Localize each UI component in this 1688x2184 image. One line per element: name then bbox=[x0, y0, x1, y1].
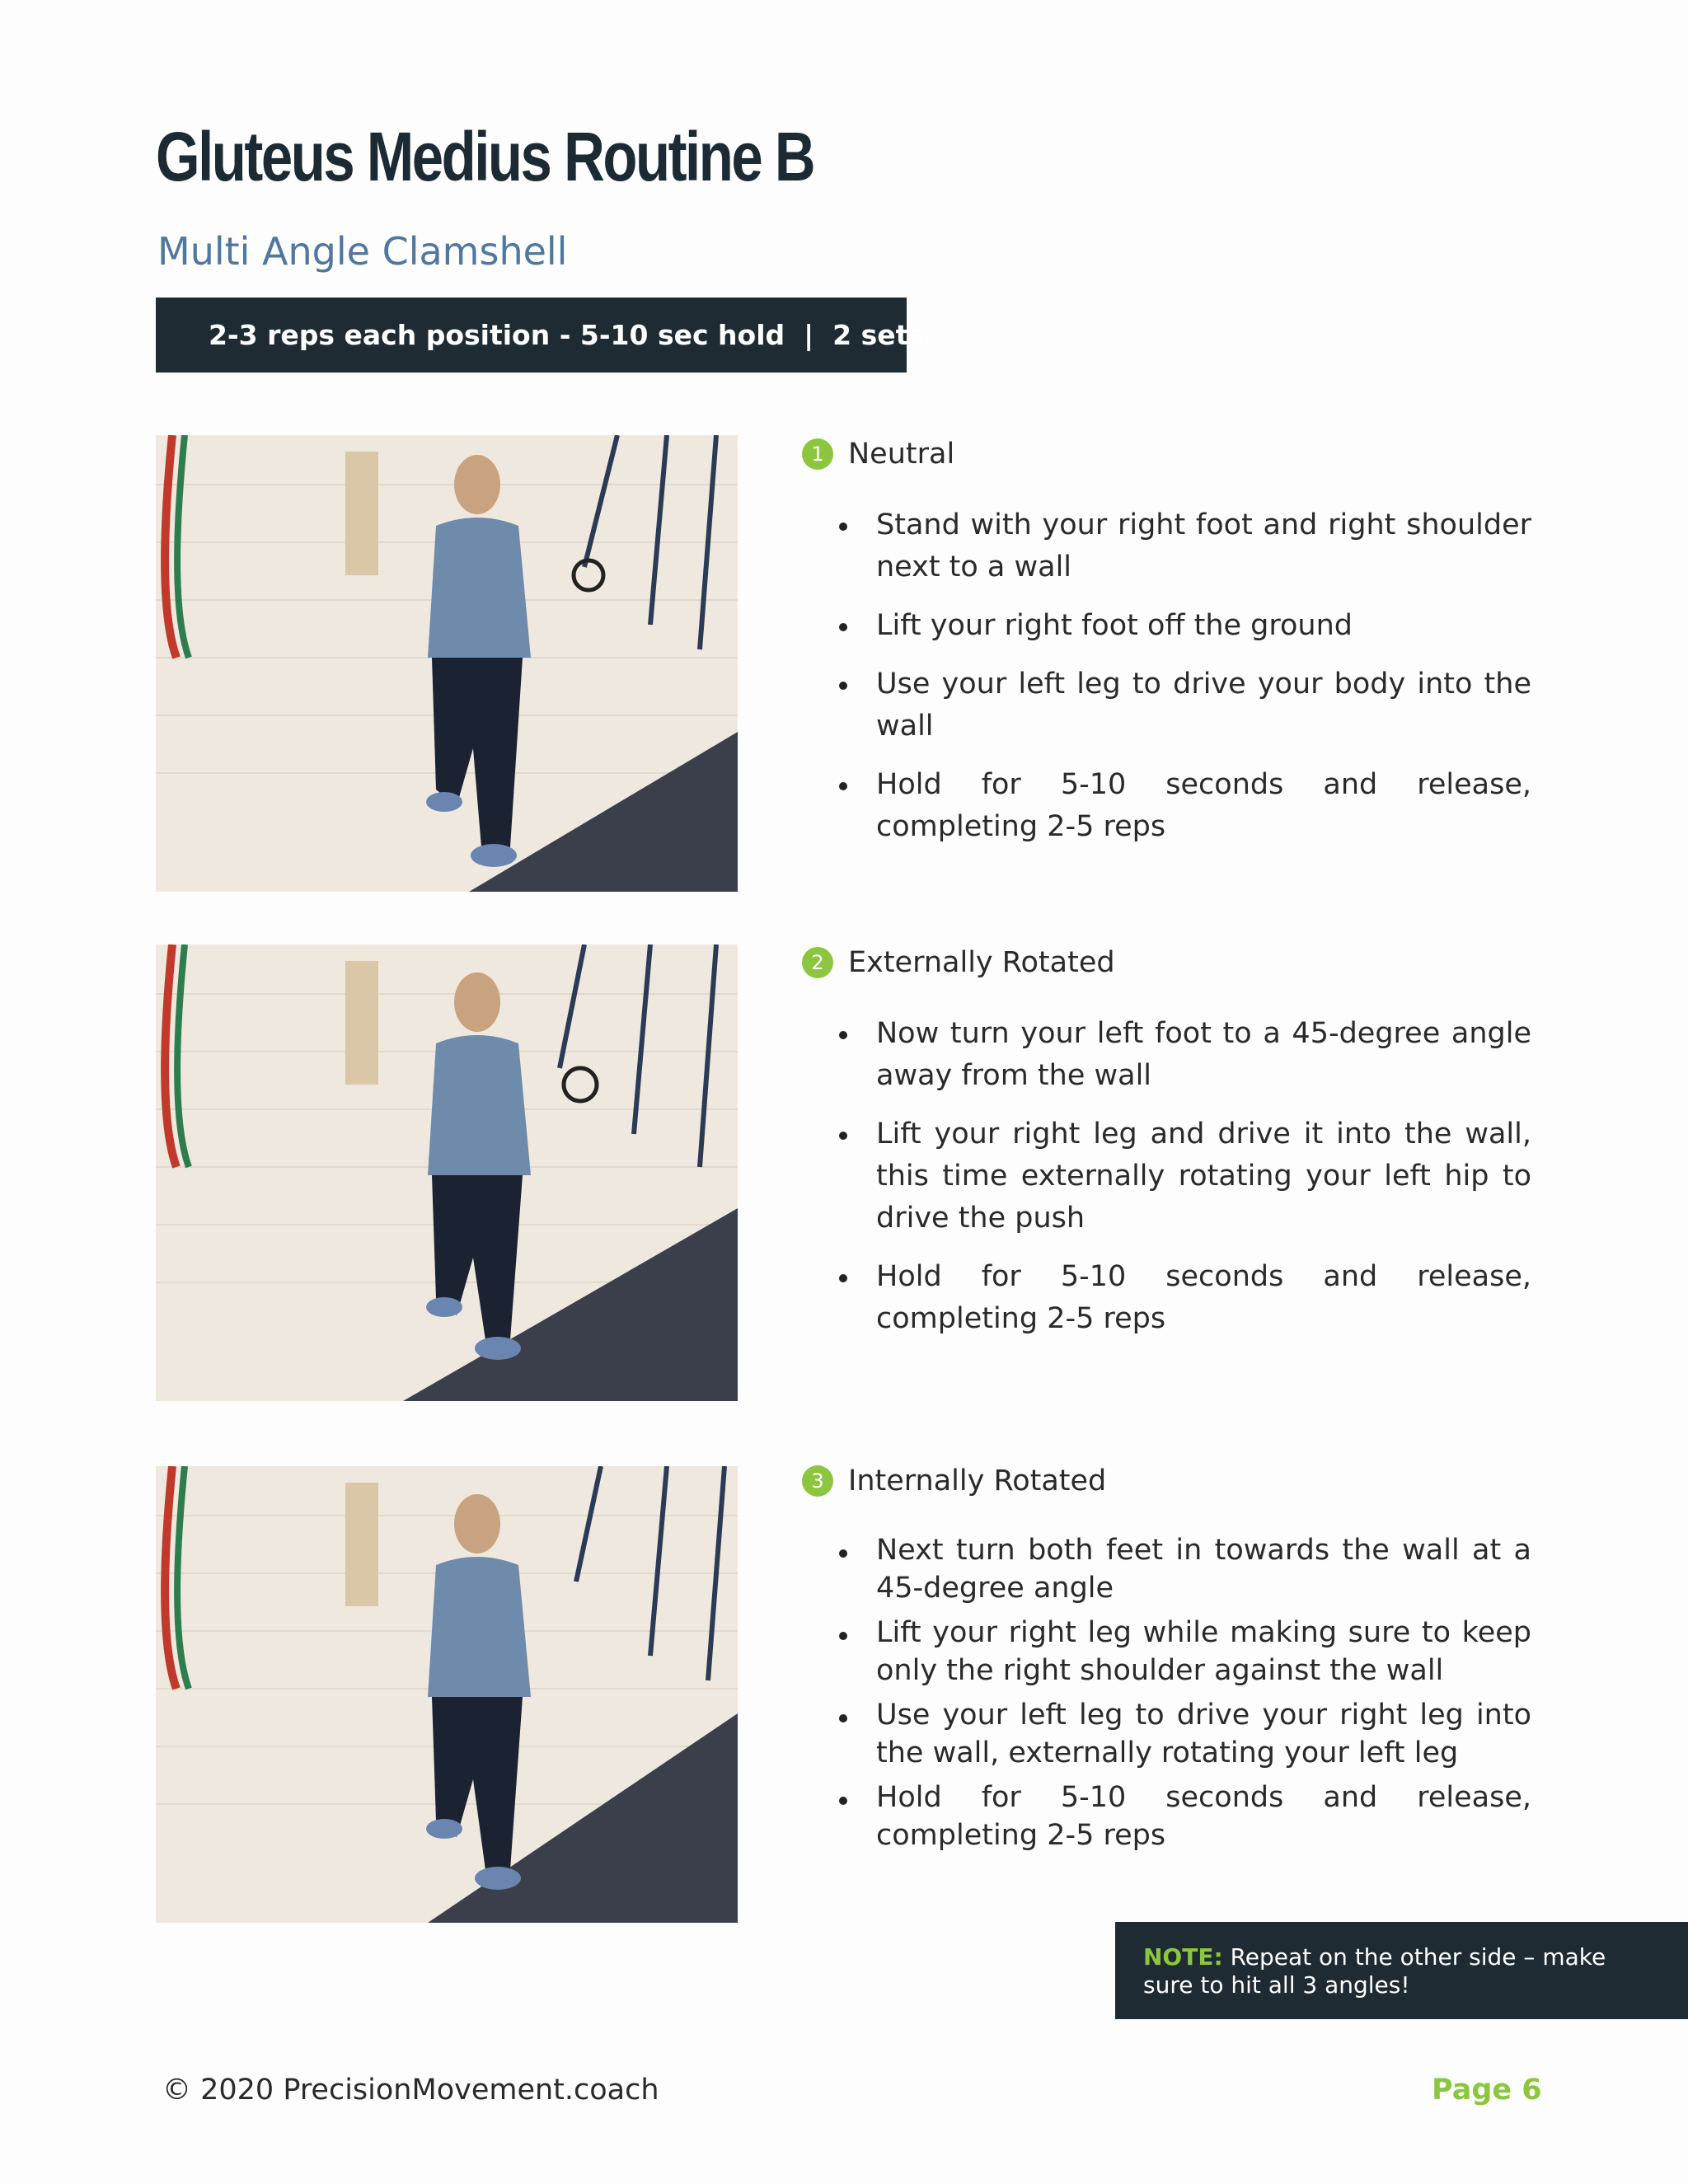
step-title: Externally Rotated bbox=[848, 946, 1115, 979]
prescription-banner bbox=[156, 298, 926, 373]
page-subtitle: Multi Angle Clamshell bbox=[157, 229, 568, 274]
step-bullet: Hold for 5-10 seconds and release, completing 2-5 reps bbox=[802, 764, 1531, 848]
step-number-badge: 2 bbox=[802, 947, 833, 978]
step-bullet: Next turn both feet in towards the wall at a 45-degree angle bbox=[802, 1531, 1531, 1607]
note-text: Repeat on the other side – make sure to hit all 3 angles! bbox=[1143, 1943, 1606, 1999]
step-title: Neutral bbox=[848, 438, 955, 471]
prescription-text: 2-3 reps each position - 5-10 sec hold | 2 sets bbox=[209, 319, 926, 351]
step-bullet: Hold for 5-10 seconds and release, completing 2-5 reps bbox=[802, 1779, 1531, 1854]
step-bullet: Use your left leg to drive your right leg into the wall, externally rotating your left leg bbox=[802, 1696, 1531, 1772]
page-number: Page 6 bbox=[1432, 2074, 1542, 2107]
step-section-internally-rotated bbox=[802, 1462, 1531, 1854]
step-section-externally-rotated bbox=[802, 944, 1531, 1340]
page-title: Gluteus Medius Routine B bbox=[156, 118, 814, 195]
step-number-badge: 1 bbox=[802, 438, 833, 470]
exercise-photo-internally-rotated bbox=[156, 1466, 738, 1923]
footer-copyright: © 2020 PrecisionMovement.coach bbox=[162, 2074, 659, 2107]
step-bullet: Stand with your right foot and right shoulder next to a wall bbox=[802, 504, 1531, 588]
step-bullet: Hold for 5-10 seconds and release, completing 2-5 reps bbox=[802, 1256, 1531, 1340]
step-title: Internally Rotated bbox=[848, 1465, 1107, 1497]
exercise-photo-neutral bbox=[156, 435, 738, 892]
step-bullet: Lift your right leg and drive it into the wall, this time externally rotating your left hip to drive the push bbox=[802, 1113, 1531, 1240]
step-bullet: Use your left leg to drive your body into the wall bbox=[802, 663, 1531, 748]
note-box bbox=[1115, 1922, 1688, 2019]
step-number-badge: 3 bbox=[802, 1465, 833, 1497]
step-bullet: Lift your right foot off the ground bbox=[802, 605, 1531, 647]
step-bullet: Now turn your left foot to a 45-degree angle away from the wall bbox=[802, 1013, 1531, 1097]
note-label: NOTE: bbox=[1143, 1943, 1223, 1971]
step-section-neutral bbox=[802, 435, 1531, 848]
step-bullet: Lift your right leg while making sure to keep only the right shoulder against the wall bbox=[802, 1614, 1531, 1690]
exercise-photo-externally-rotated bbox=[156, 944, 738, 1401]
